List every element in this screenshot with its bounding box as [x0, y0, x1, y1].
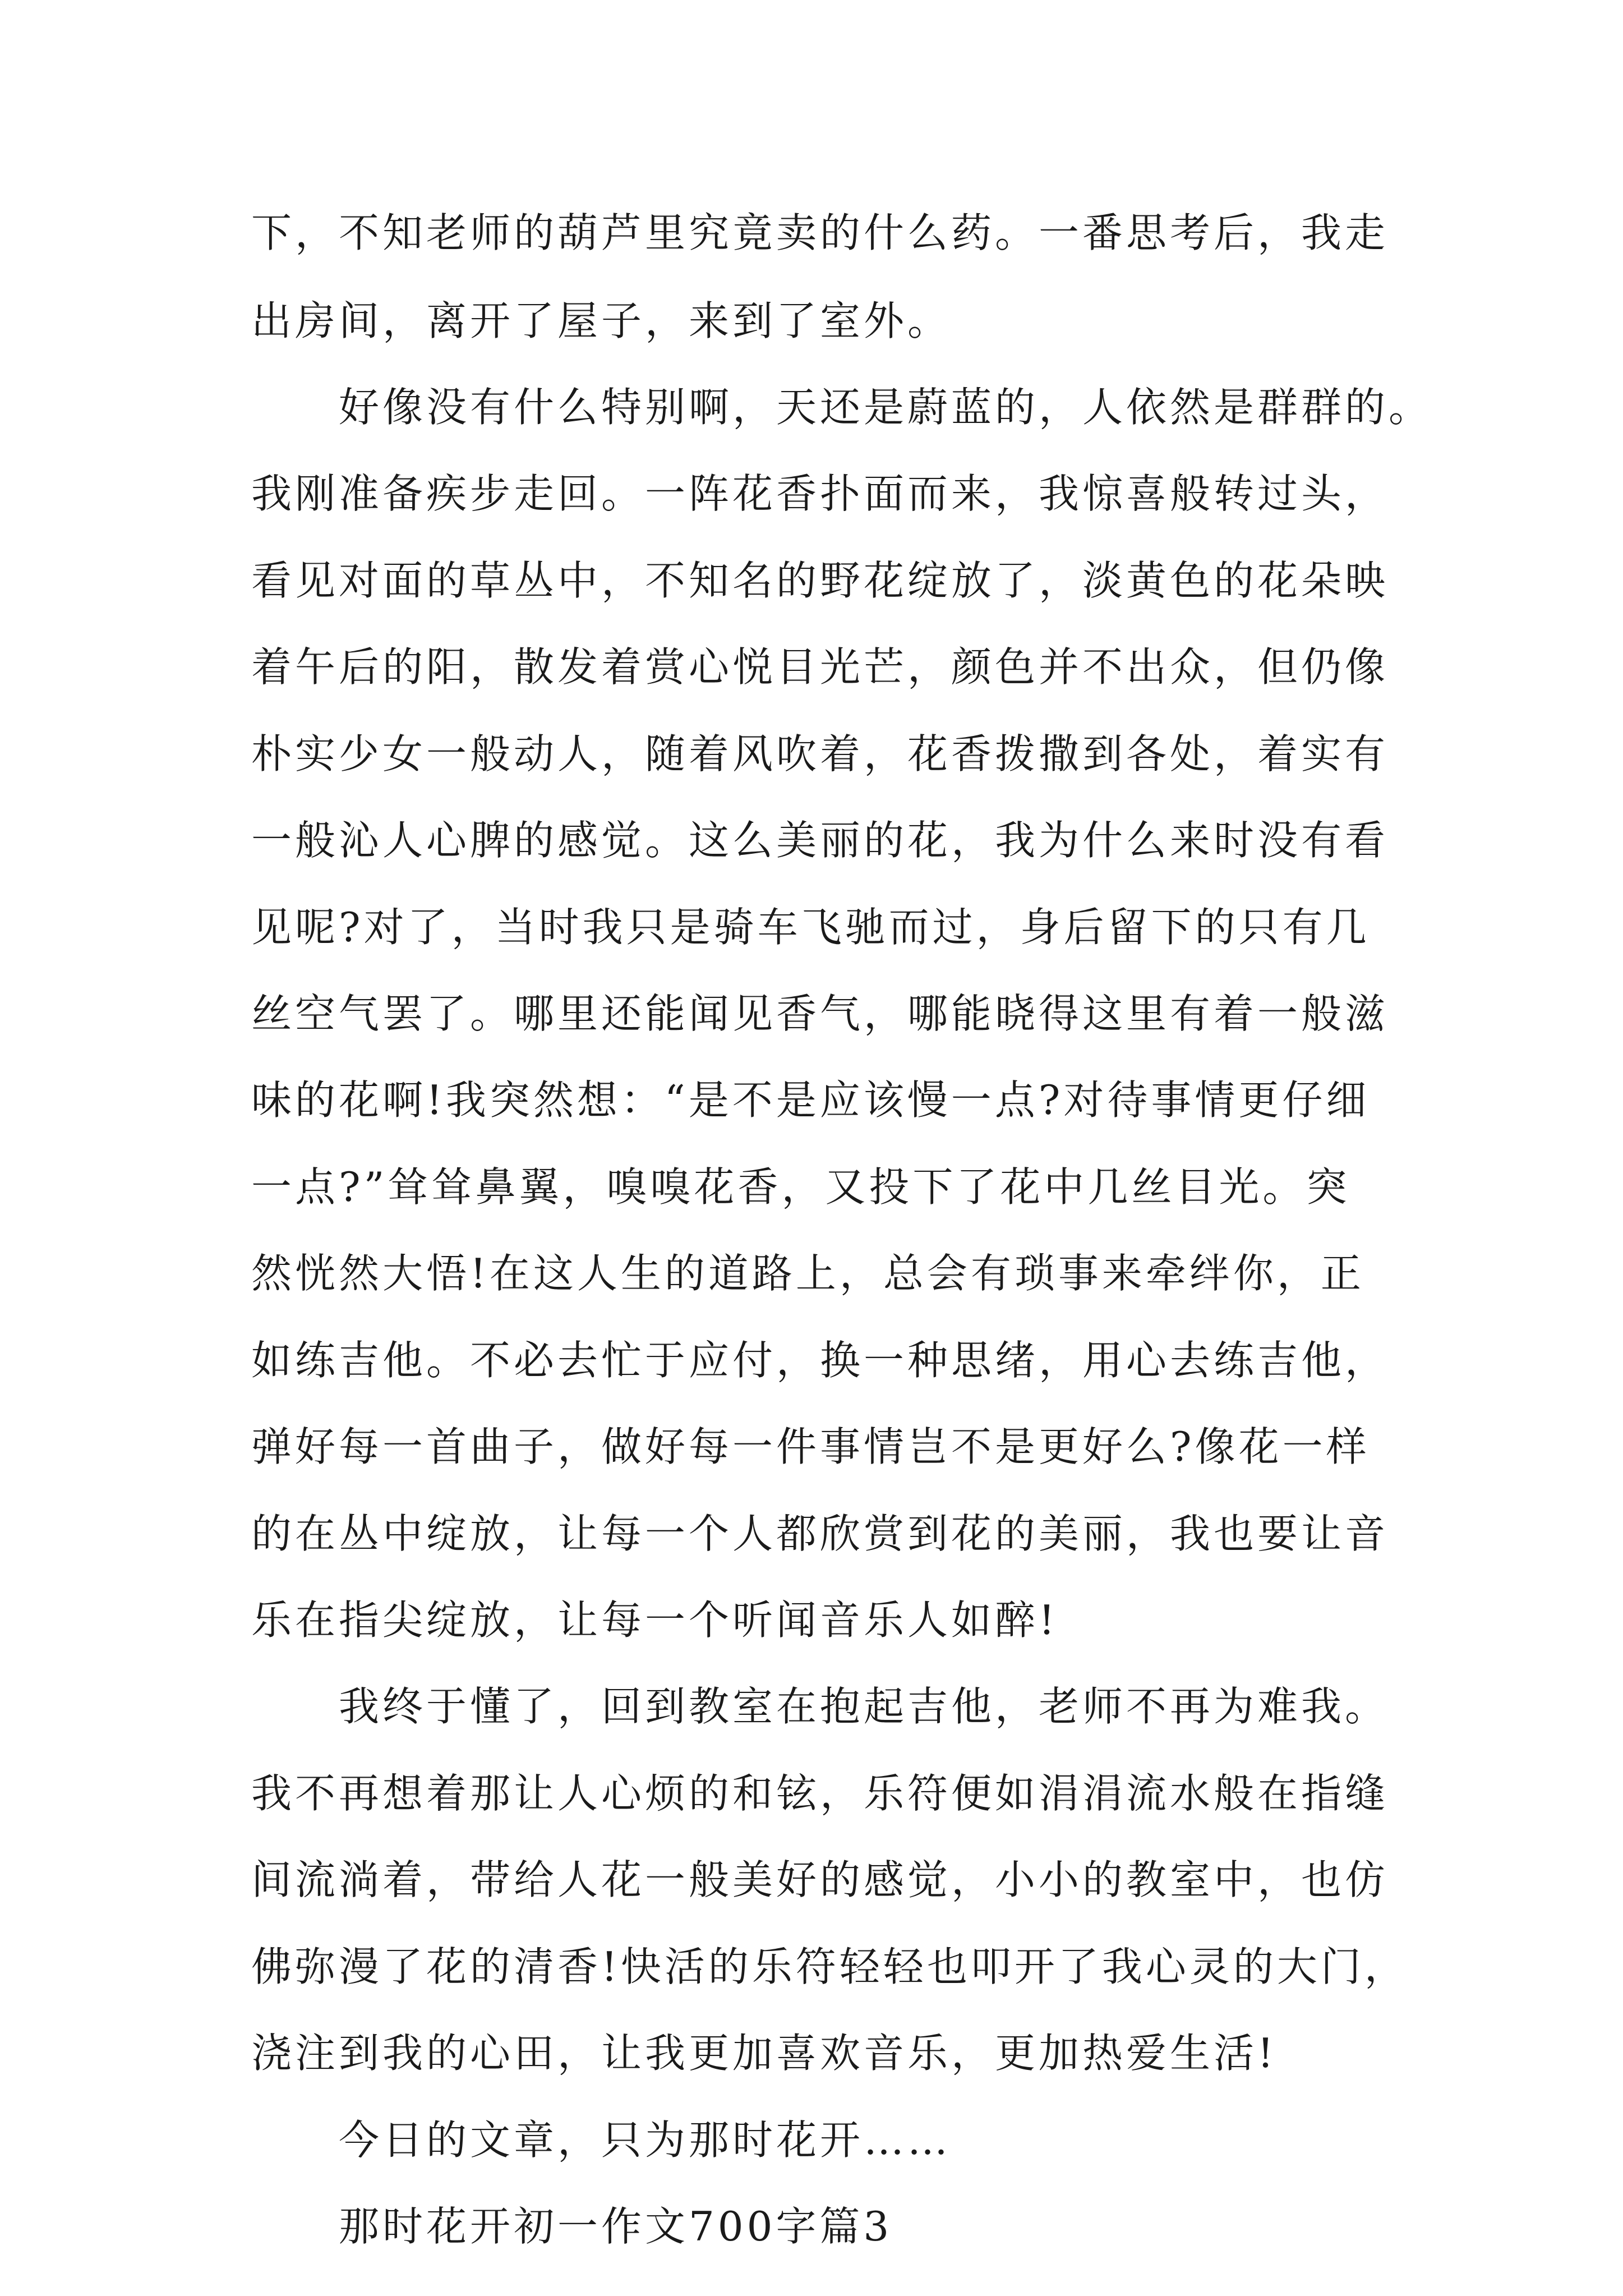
paragraph-first-line: 今日的文章，只为那时花开…… [339, 2116, 952, 2164]
text-line: 乐在指尖绽放，让每一个听闻音乐人如醉! [251, 1596, 1058, 1644]
text-line: 朴实少女一般动人，随着风吹着，花香拨撒到各处，着实有 [251, 730, 1389, 777]
text-line: 我刚准备疾步走回。一阵花香扑面而来，我惊喜般转过头， [251, 470, 1389, 517]
text-line: 出房间，离开了屋子，来到了室外。 [251, 297, 952, 344]
text-line: 弹好每一首曲子，做好每一件事情岂不是更好么?像花一样 [251, 1423, 1370, 1470]
text-line: 看见对面的草丛中，不知名的野花绽放了，淡黄色的花朵映 [251, 557, 1389, 604]
text-line: 下，不知老师的葫芦里究竟卖的什么药。一番思考后，我走 [251, 209, 1389, 256]
text-line: 间流淌着，带给人花一般美好的感觉，小小的教室中，也仿 [251, 1856, 1389, 1903]
text-line: 如练吉他。不必去忙于应付，换一种思绪，用心去练吉他， [251, 1337, 1389, 1384]
text-line: 一点?”耸耸鼻翼，嗅嗅花香，又投下了花中几丝目光。突 [251, 1163, 1350, 1211]
text-line: 浇注到我的心田，让我更加喜欢音乐，更加热爱生活! [251, 2030, 1277, 2077]
text-line: 着午后的阳，散发着赏心悦目光芒，颜色并不出众，但仍像 [251, 643, 1389, 691]
text-line: 我不再想着那让人心烦的和铉，乐符便如涓涓流水般在指缝 [251, 1770, 1389, 1817]
text-line: 佛弥漫了花的清香!快活的乐符轻轻也叩开了我心灵的大门， [251, 1943, 1408, 1990]
paragraph-first-line: 我终于懂了，回到教室在抱起吉他，老师不再为难我。 [339, 1683, 1389, 1730]
text-line: 的在丛中绽放，让每一个人都欣赏到花的美丽，我也要让音 [251, 1510, 1389, 1557]
text-line: 一般沁人心脾的感觉。这么美丽的花，我为什么来时没有看 [251, 817, 1389, 864]
text-line: 丝空气罢了。哪里还能闻见香气，哪能晓得这里有着一般滋 [251, 990, 1389, 1037]
text-line: 味的花啊!我突然想：“是不是应该慢一点?对待事情更仔细 [251, 1076, 1370, 1124]
text-line: 然恍然大悟!在这人生的道路上，总会有琐事来牵绊你，正 [251, 1250, 1364, 1297]
text-line: 见呢?对了，当时我只是骑车飞驰而过，身后留下的只有几 [251, 904, 1370, 951]
section-heading: 那时花开初一作文700字篇3 [339, 2203, 893, 2250]
paragraph-first-line: 好像没有什么特别啊，天还是蔚蓝的，人依然是群群的。 [339, 384, 1433, 431]
